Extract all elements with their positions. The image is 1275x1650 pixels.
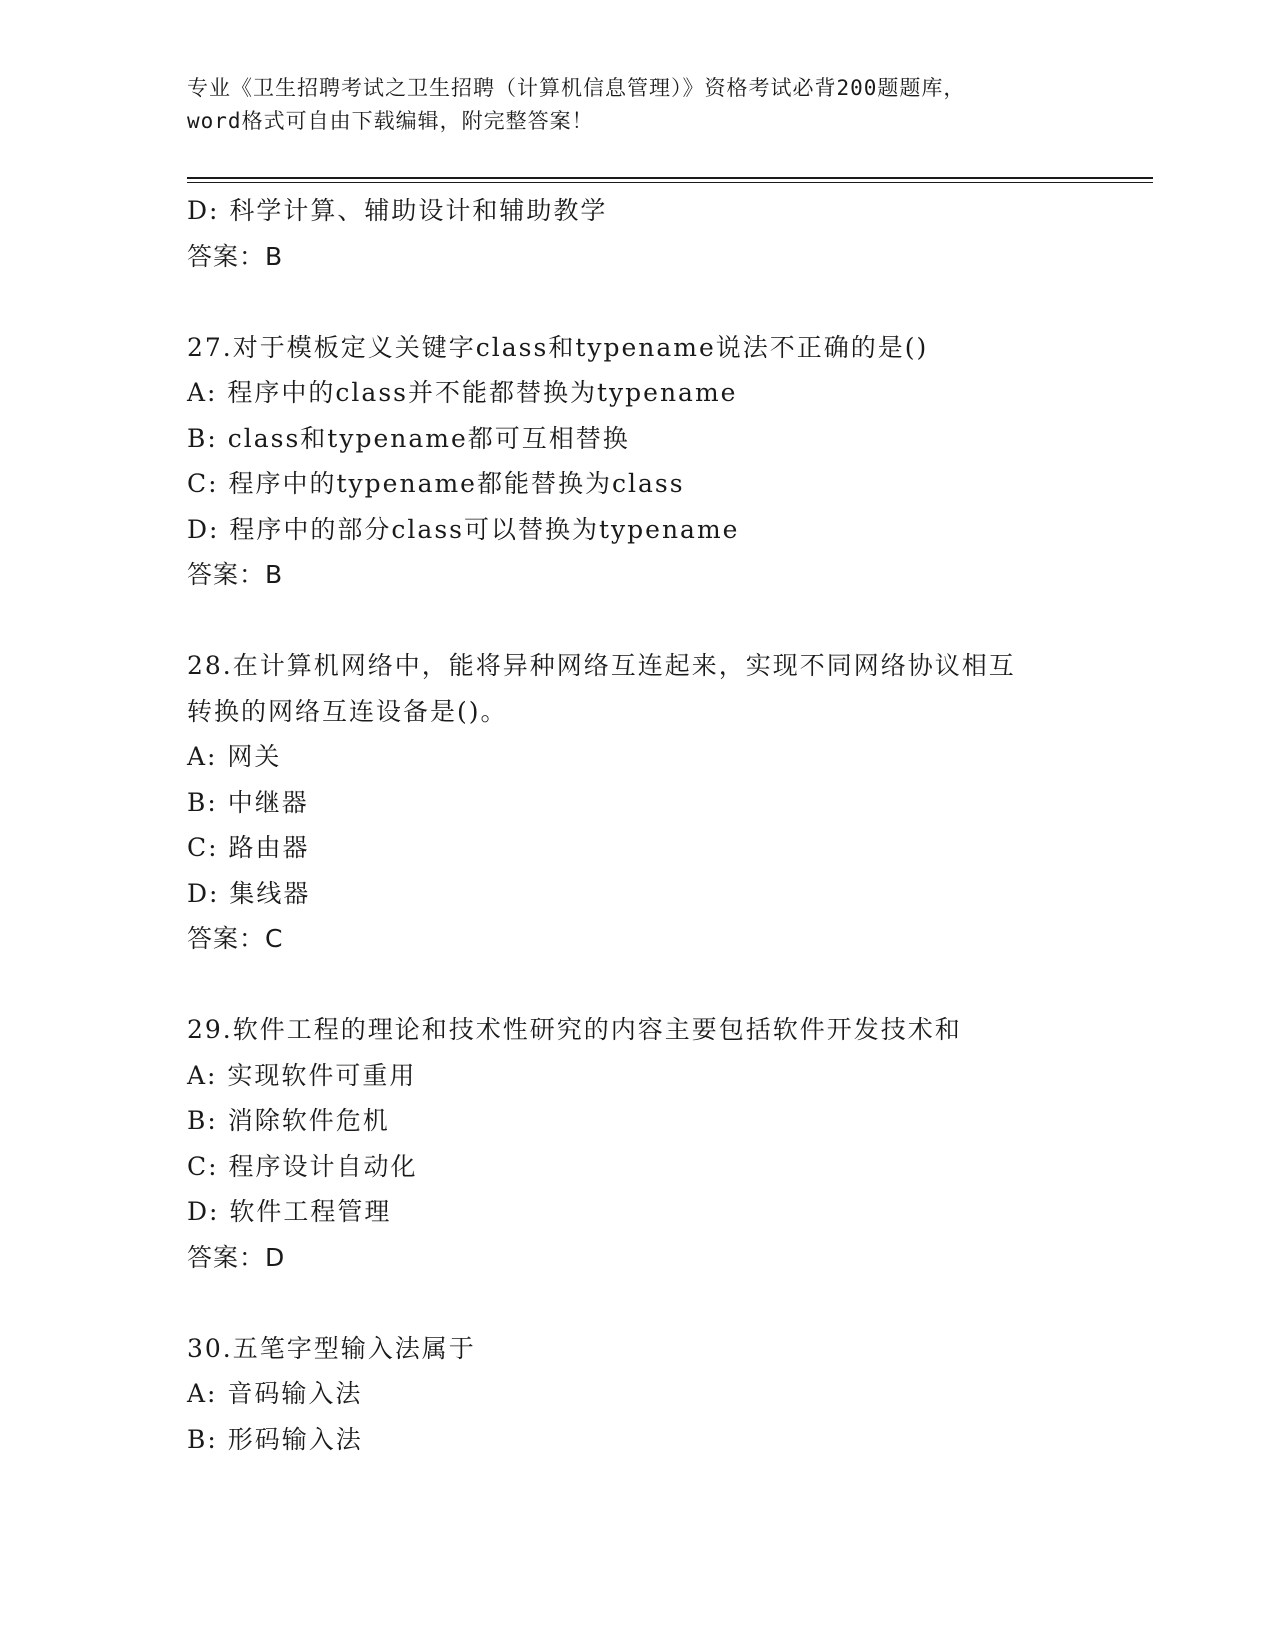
answer: 答案：B bbox=[187, 560, 284, 589]
question-text: 29.软件工程的理论和技术性研究的内容主要包括软件开发技术和 bbox=[187, 1015, 962, 1044]
spacer bbox=[187, 1280, 1087, 1326]
question-block-prev bbox=[187, 188, 1087, 279]
option-a: A: 音码输入法 bbox=[187, 1379, 363, 1408]
spacer bbox=[187, 279, 1087, 325]
option-a: A: 程序中的class并不能都替换为typename bbox=[187, 378, 738, 407]
question-block-29 bbox=[187, 1007, 1087, 1280]
option-b: B: 中继器 bbox=[187, 787, 309, 817]
answer: 答案：D bbox=[187, 1242, 286, 1272]
option-a: A: 实现软件可重用 bbox=[187, 1060, 417, 1090]
header-divider-thick bbox=[187, 177, 1153, 179]
spacer bbox=[187, 598, 1087, 644]
option-d: D: 集线器 bbox=[187, 878, 311, 908]
question-text-line-2: 转换的网络互连设备是()。 bbox=[187, 696, 508, 726]
question-text: 30.五笔字型输入法属于 bbox=[187, 1333, 476, 1363]
question-block-30 bbox=[187, 1326, 1087, 1463]
option-d: D: 程序中的部分class可以替换为typename bbox=[187, 514, 740, 544]
option-b: B: 消除软件危机 bbox=[187, 1106, 390, 1135]
header-line-2: word格式可自由下载编辑，附完整答案！ bbox=[187, 109, 594, 133]
option-d: D: 软件工程管理 bbox=[187, 1197, 392, 1226]
question-text-line-1: 28.在计算机网络中，能将异种网络互连起来，实现不同网络协议相互 bbox=[187, 651, 1016, 680]
question-list bbox=[187, 188, 1087, 1462]
answer: 答案：B bbox=[187, 241, 284, 271]
option-b: B: 形码输入法 bbox=[187, 1424, 363, 1454]
option-d: D: 科学计算、辅助设计和辅助教学 bbox=[187, 196, 608, 225]
question-block-28 bbox=[187, 643, 1087, 962]
question-text: 27.对于模板定义关键字class和typename说法不正确的是() bbox=[187, 332, 929, 362]
question-block-27 bbox=[187, 325, 1087, 598]
header-line-1: 专业《卫生招聘考试之卫生招聘（计算机信息管理）》资格考试必背200题题库， bbox=[187, 76, 966, 100]
option-c: C: 程序中的typename都能替换为class bbox=[187, 469, 685, 498]
spacer bbox=[187, 962, 1087, 1008]
option-c: C: 程序设计自动化 bbox=[187, 1151, 418, 1181]
option-c: C: 路由器 bbox=[187, 833, 310, 862]
header-divider-thin bbox=[187, 182, 1153, 183]
option-a: A: 网关 bbox=[187, 742, 282, 771]
document-header bbox=[187, 72, 1087, 138]
answer: 答案：C bbox=[187, 924, 284, 953]
option-b: B: class和typename都可互相替换 bbox=[187, 423, 630, 453]
